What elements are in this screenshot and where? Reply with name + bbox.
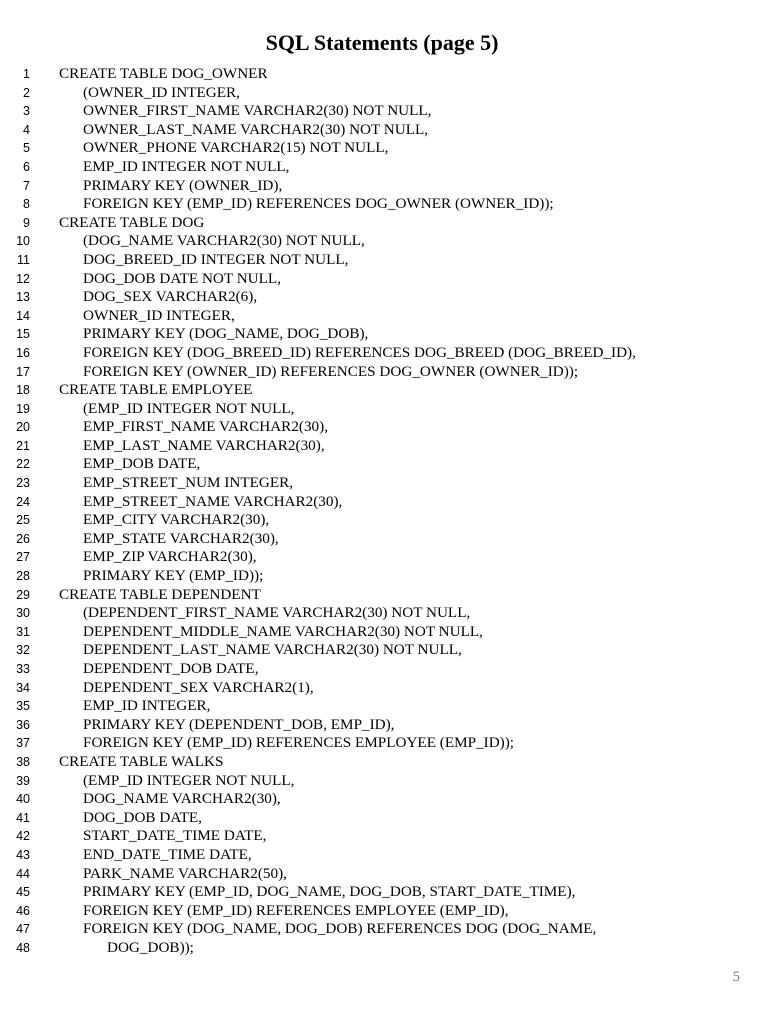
- sql-statement-text: OWNER_FIRST_NAME VARCHAR2(30) NOT NULL,: [83, 102, 432, 120]
- code-line: [0, 716, 764, 735]
- sql-statement-text: CREATE TABLE DOG_OWNER: [59, 65, 268, 82]
- sql-statement-text: PRIMARY KEY (OWNER_ID),: [83, 176, 283, 194]
- sql-statement-text: DEPENDENT_LAST_NAME VARCHAR2(30) NOT NULL,: [83, 641, 462, 659]
- line-number: 30: [16, 606, 30, 621]
- sql-statement-text: START_DATE_TIME DATE,: [83, 827, 267, 845]
- sql-statement-text: (EMP_ID INTEGER NOT NULL,: [83, 771, 295, 789]
- sql-statement-text: CREATE TABLE EMPLOYEE: [59, 381, 253, 399]
- line-number: 24: [16, 494, 30, 509]
- line-number: 5: [23, 141, 30, 156]
- line-number: 42: [16, 829, 30, 844]
- sql-statement-text: EMP_CITY VARCHAR2(30),: [83, 511, 270, 529]
- sql-statement-text: (EMP_ID INTEGER NOT NULL,: [83, 399, 295, 417]
- line-number: 1: [23, 67, 30, 81]
- line-number: 2: [23, 85, 30, 100]
- code-line: [0, 883, 764, 902]
- line-number: 10: [16, 234, 30, 249]
- code-line: [0, 344, 764, 363]
- line-number: 41: [16, 810, 30, 825]
- code-line: [0, 288, 764, 307]
- line-number: 39: [16, 773, 30, 788]
- line-number: 7: [23, 178, 30, 193]
- sql-statement-text: CREATE TABLE WALKS: [59, 752, 224, 770]
- code-line: [0, 214, 764, 233]
- line-number: 19: [16, 401, 30, 416]
- sql-statement-text: DEPENDENT_MIDDLE_NAME VARCHAR2(30) NOT NULL,: [83, 622, 483, 640]
- code-line: [0, 827, 764, 846]
- code-line: [0, 567, 764, 586]
- sql-statement-text: FOREIGN KEY (EMP_ID) REFERENCES EMPLOYEE (EMP_ID));: [83, 734, 515, 752]
- line-number: 3: [23, 104, 30, 119]
- sql-statement-text: PRIMARY KEY (DOG_NAME, DOG_DOB),: [83, 325, 369, 343]
- code-line: [0, 604, 764, 623]
- code-line: [0, 530, 764, 549]
- code-line: [0, 753, 764, 772]
- sql-statement-text: DOG_DOB DATE NOT NULL,: [83, 269, 281, 287]
- line-number: 48: [16, 940, 30, 955]
- sql-statement-text: EMP_STATE VARCHAR2(30),: [83, 529, 279, 547]
- sql-statement-text: DEPENDENT_SEX VARCHAR2(1),: [83, 678, 314, 696]
- sql-statement-text: EMP_STREET_NUM INTEGER,: [83, 474, 294, 492]
- line-number: 37: [16, 736, 30, 751]
- code-line: [0, 251, 764, 270]
- sql-statement-text: EMP_ID INTEGER,: [83, 697, 211, 715]
- code-line: [0, 121, 764, 140]
- sql-statement-text: EMP_ID INTEGER NOT NULL,: [83, 157, 290, 175]
- sql-statement-text: OWNER_PHONE VARCHAR2(15) NOT NULL,: [83, 139, 389, 157]
- line-number: 38: [16, 754, 30, 769]
- code-line: [0, 363, 764, 382]
- sql-statement-text: OWNER_LAST_NAME VARCHAR2(30) NOT NULL,: [83, 120, 429, 138]
- code-line: [0, 232, 764, 251]
- sql-statement-text: DOG_SEX VARCHAR2(6),: [83, 288, 258, 306]
- line-number: 40: [16, 792, 30, 807]
- code-line: [0, 920, 764, 939]
- sql-statement-text: PARK_NAME VARCHAR2(50),: [83, 864, 287, 882]
- code-line: [0, 102, 764, 121]
- page-title: SQL Statements (page 5): [265, 30, 499, 55]
- line-number: 31: [16, 624, 30, 639]
- sql-statement-text: CREATE TABLE DEPENDENT: [59, 585, 261, 603]
- sql-statement-text: DOG_DOB DATE,: [83, 808, 202, 826]
- code-line: [0, 865, 764, 884]
- code-line: [0, 772, 764, 791]
- line-number: 28: [16, 569, 30, 584]
- code-line: [0, 641, 764, 660]
- sql-statement-text: FOREIGN KEY (DOG_BREED_ID) REFERENCES DOG_BREED (DOG_BREED_ID),: [83, 343, 636, 361]
- line-number: 15: [16, 327, 30, 342]
- code-line: [0, 679, 764, 698]
- sql-statement-text: OWNER_ID INTEGER,: [83, 306, 235, 324]
- line-number: 46: [16, 903, 30, 918]
- line-number: 13: [16, 290, 30, 305]
- code-line: [0, 660, 764, 679]
- line-number: 25: [16, 513, 30, 528]
- sql-statement-text: FOREIGN KEY (EMP_ID) REFERENCES DOG_OWNER (OWNER_ID));: [83, 195, 554, 213]
- code-line: [0, 325, 764, 344]
- line-number: 45: [16, 885, 30, 900]
- sql-statement-text: CREATE TABLE DOG: [59, 213, 205, 231]
- code-line: [0, 846, 764, 865]
- line-number: 16: [16, 345, 30, 360]
- sql-statement-text: DOG_NAME VARCHAR2(30),: [83, 790, 281, 808]
- code-line: [0, 809, 764, 828]
- code-line: [0, 548, 764, 567]
- code-line: [0, 939, 764, 958]
- line-number: 11: [17, 252, 30, 267]
- sql-code-listing: [0, 65, 764, 958]
- code-line: [0, 418, 764, 437]
- line-number: 47: [16, 922, 30, 937]
- sql-statement-text: PRIMARY KEY (EMP_ID));: [83, 567, 264, 585]
- sql-statement-text: EMP_ZIP VARCHAR2(30),: [83, 548, 257, 566]
- code-line: [0, 84, 764, 103]
- line-number: 17: [16, 364, 30, 379]
- code-line: [0, 493, 764, 512]
- code-line: [0, 270, 764, 289]
- sql-statement-text: EMP_STREET_NAME VARCHAR2(30),: [83, 492, 343, 510]
- sql-statement-text: FOREIGN KEY (EMP_ID) REFERENCES EMPLOYEE (EMP_ID),: [83, 901, 509, 919]
- line-number: 18: [16, 383, 30, 398]
- line-number: 33: [16, 662, 30, 676]
- code-line: [0, 177, 764, 196]
- sql-statement-text: EMP_DOB DATE,: [83, 455, 201, 473]
- line-number: 44: [16, 866, 30, 881]
- line-number: 21: [16, 438, 30, 453]
- line-number: 32: [16, 643, 30, 658]
- code-line: [0, 381, 764, 400]
- code-line: [0, 623, 764, 642]
- sql-statement-text: FOREIGN KEY (DOG_NAME, DOG_DOB) REFERENCES DOG (DOG_NAME,: [83, 920, 597, 938]
- line-number: 4: [23, 122, 30, 137]
- page-number: 5: [732, 969, 740, 985]
- line-number: 26: [16, 531, 30, 546]
- sql-statement-text: EMP_LAST_NAME VARCHAR2(30),: [83, 436, 325, 454]
- code-line: [0, 902, 764, 921]
- code-line: [0, 790, 764, 809]
- line-number: 12: [16, 271, 30, 286]
- sql-statement-text: END_DATE_TIME DATE,: [83, 845, 252, 863]
- sql-statement-text: DOG_BREED_ID INTEGER NOT NULL,: [83, 250, 349, 268]
- line-number: 35: [16, 699, 30, 714]
- code-line: [0, 455, 764, 474]
- sql-statement-text: PRIMARY KEY (EMP_ID, DOG_NAME, DOG_DOB, START_DATE_TIME),: [83, 883, 576, 901]
- code-line: [0, 65, 764, 84]
- code-line: [0, 734, 764, 753]
- line-number: 27: [16, 550, 30, 565]
- code-line: [0, 400, 764, 419]
- code-line: [0, 139, 764, 158]
- sql-statement-text: EMP_FIRST_NAME VARCHAR2(30),: [83, 418, 329, 436]
- line-number: 34: [16, 680, 30, 695]
- sql-statement-text: PRIMARY KEY (DEPENDENT_DOB, EMP_ID),: [83, 715, 395, 733]
- code-line: [0, 158, 764, 177]
- line-number: 43: [16, 847, 30, 862]
- line-number: 9: [23, 215, 30, 230]
- line-number: 8: [23, 197, 30, 212]
- line-number: 23: [16, 476, 30, 491]
- code-line: [0, 195, 764, 214]
- code-line: [0, 474, 764, 493]
- line-number: 14: [16, 308, 30, 323]
- sql-statement-text: DOG_DOB));: [107, 938, 194, 956]
- line-number: 22: [16, 457, 30, 472]
- sql-statement-text: FOREIGN KEY (OWNER_ID) REFERENCES DOG_OWNER (OWNER_ID));: [83, 362, 579, 380]
- line-number: 36: [16, 717, 30, 732]
- code-line: [0, 307, 764, 326]
- sql-statement-text: (OWNER_ID INTEGER,: [83, 83, 240, 101]
- line-number: 20: [16, 420, 30, 435]
- code-line: [0, 511, 764, 530]
- sql-statement-text: (DOG_NAME VARCHAR2(30) NOT NULL,: [83, 232, 365, 250]
- code-line: [0, 586, 764, 605]
- line-number: 29: [16, 587, 30, 602]
- sql-statement-text: DEPENDENT_DOB DATE,: [83, 660, 259, 677]
- sql-statement-text: (DEPENDENT_FIRST_NAME VARCHAR2(30) NOT NULL,: [83, 604, 471, 622]
- code-line: [0, 437, 764, 456]
- line-number: 6: [23, 159, 30, 174]
- code-line: [0, 697, 764, 716]
